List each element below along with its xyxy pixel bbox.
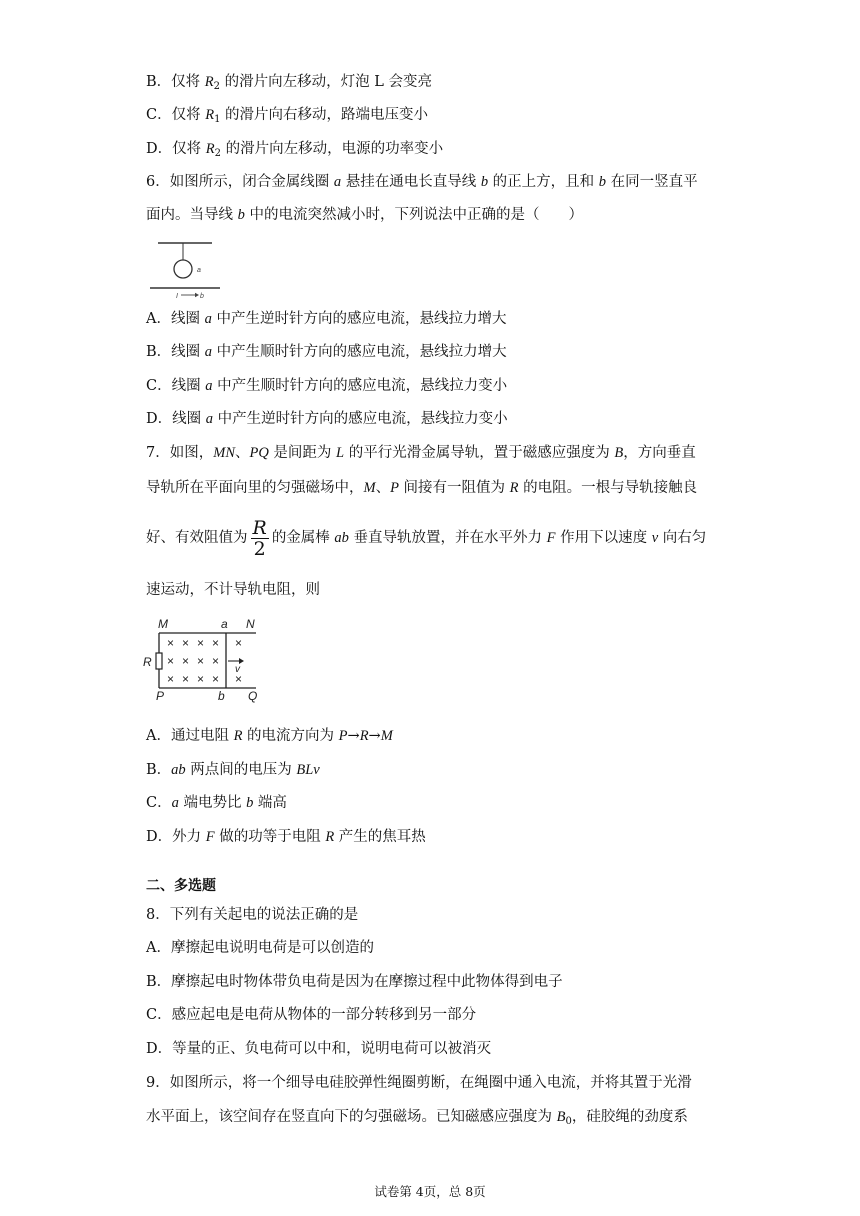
q7-option-a: A．通过电阻 R 的电流方向为 P→R→M <box>146 728 393 744</box>
q7-stem-line4: 速运动，不计导轨电阻，则 <box>146 582 320 598</box>
q8-option-d: D．等量的正、负电荷可以中和，说明电荷可以被消灭 <box>146 1041 492 1057</box>
q6-figure <box>150 240 222 302</box>
q6-option-d: D．线圈 a 中产生逆时针方向的感应电流，悬线拉力变小 <box>146 411 508 427</box>
q5-option-b: B．仅将 $R_2$ 的滑片向左移动，灯泡 L 会变亮 <box>146 74 432 92</box>
cross-2: × <box>182 636 190 650</box>
q6-option-b: B．线圈 a 中产生顺时针方向的感应电流，悬线拉力增大 <box>146 344 507 360</box>
q7-option-b: B．ab 两点间的电压为 BLv <box>146 762 320 778</box>
q7-stem-line1: 7．如图，MN、PQ 是间距为 L 的平行光滑金属导轨，置于磁感应强度为 B，方向垂直 <box>146 445 696 461</box>
label-q: Q <box>248 689 258 703</box>
cross-7: × <box>182 654 190 668</box>
q8-stem: 8．下列有关起电的说法正确的是 <box>146 907 359 923</box>
cross-1: × <box>167 636 175 650</box>
q7-option-d: D．外力 F 做的功等于电阻 R 产生的焦耳热 <box>146 829 426 845</box>
cross-5: × <box>235 636 243 650</box>
coil-label: a <box>197 267 201 274</box>
cross-8: × <box>197 654 205 668</box>
cross-10: × <box>167 672 175 686</box>
q6-stem-line1: 6．如图所示，闭合金属线圈 a 悬挂在通电长直导线 b 的正上方，且和 b 在同一竖直平 <box>146 174 698 190</box>
q5-option-d: D．仅将 $R_2$ 的滑片向左移动，电源的功率变小 <box>146 141 444 159</box>
cross-3: × <box>197 636 205 650</box>
coil-a <box>174 260 192 278</box>
q6-option-a: A．线圈 a 中产生逆时针方向的感应电流，悬线拉力增大 <box>146 311 507 327</box>
cross-9: × <box>212 654 220 668</box>
resistor-r <box>156 653 162 669</box>
label-p: P <box>156 689 165 703</box>
label-r: R <box>143 655 152 669</box>
page-footer: 试卷第 4页，总 8页 <box>374 1184 486 1199</box>
current-arrowhead <box>195 293 199 297</box>
resistance-fraction: $\frac{R}{2}$ <box>252 516 267 560</box>
cross-13: × <box>212 672 220 686</box>
q5-option-c: C．仅将 $R_1$ 的滑片向右移动，路端电压变小 <box>146 107 429 125</box>
cross-6: × <box>167 654 175 668</box>
current-label: I <box>176 293 178 300</box>
cross-14: × <box>235 672 243 686</box>
label-v: v <box>235 664 240 675</box>
q7-option-c: C．a 端电势比 b 端高 <box>146 795 287 811</box>
q9-stem-line1: 9．如图所示，将一个细导电硅胶弹性绳圈剪断，在绳圈中通入电流，并将其置于光滑 <box>146 1075 692 1091</box>
q6-stem-line2: 面内。当导线 b 中的电流突然减小时，下列说法中正确的是（ ） <box>146 207 583 223</box>
q9-stem-line2: 水平面上，该空间存在竖直向下的匀强磁场。已知磁感应强度为 $B_0$，硅胶绳的劲度系 <box>146 1109 688 1127</box>
cross-12: × <box>197 672 205 686</box>
label-m: M <box>158 617 168 631</box>
q8-option-c: C．感应起电是电荷从物体的一部分转移到另一部分 <box>146 1007 477 1023</box>
wire-label: b <box>200 293 204 300</box>
cross-4: × <box>212 636 220 650</box>
label-b: b <box>218 689 225 703</box>
q8-option-a: A．摩擦起电说明电荷是可以创造的 <box>146 940 374 956</box>
q7-figure <box>142 614 272 704</box>
cross-11: × <box>182 672 190 686</box>
q7-stem-line3: 好、有效阻值为 $\frac{R}{2}$ 的金属棒 ab 垂直导轨放置，并在水平外力 F 作用下以速度 v 向右匀 <box>146 516 707 560</box>
q6-option-c: C．线圈 a 中产生顺时针方向的感应电流，悬线拉力变小 <box>146 378 508 394</box>
q7-stem-line2: 导轨所在平面向里的匀强磁场中，M、P 间接有一阻值为 R 的电阻。一根与导轨接触良 <box>146 480 698 496</box>
label-a: a <box>221 617 228 631</box>
section-heading-multiple-choice: 二、多选题 <box>146 878 216 894</box>
label-n: N <box>246 617 255 631</box>
q8-option-b: B．摩擦起电时物体带负电荷是因为在摩擦过程中此物体得到电子 <box>146 974 563 990</box>
